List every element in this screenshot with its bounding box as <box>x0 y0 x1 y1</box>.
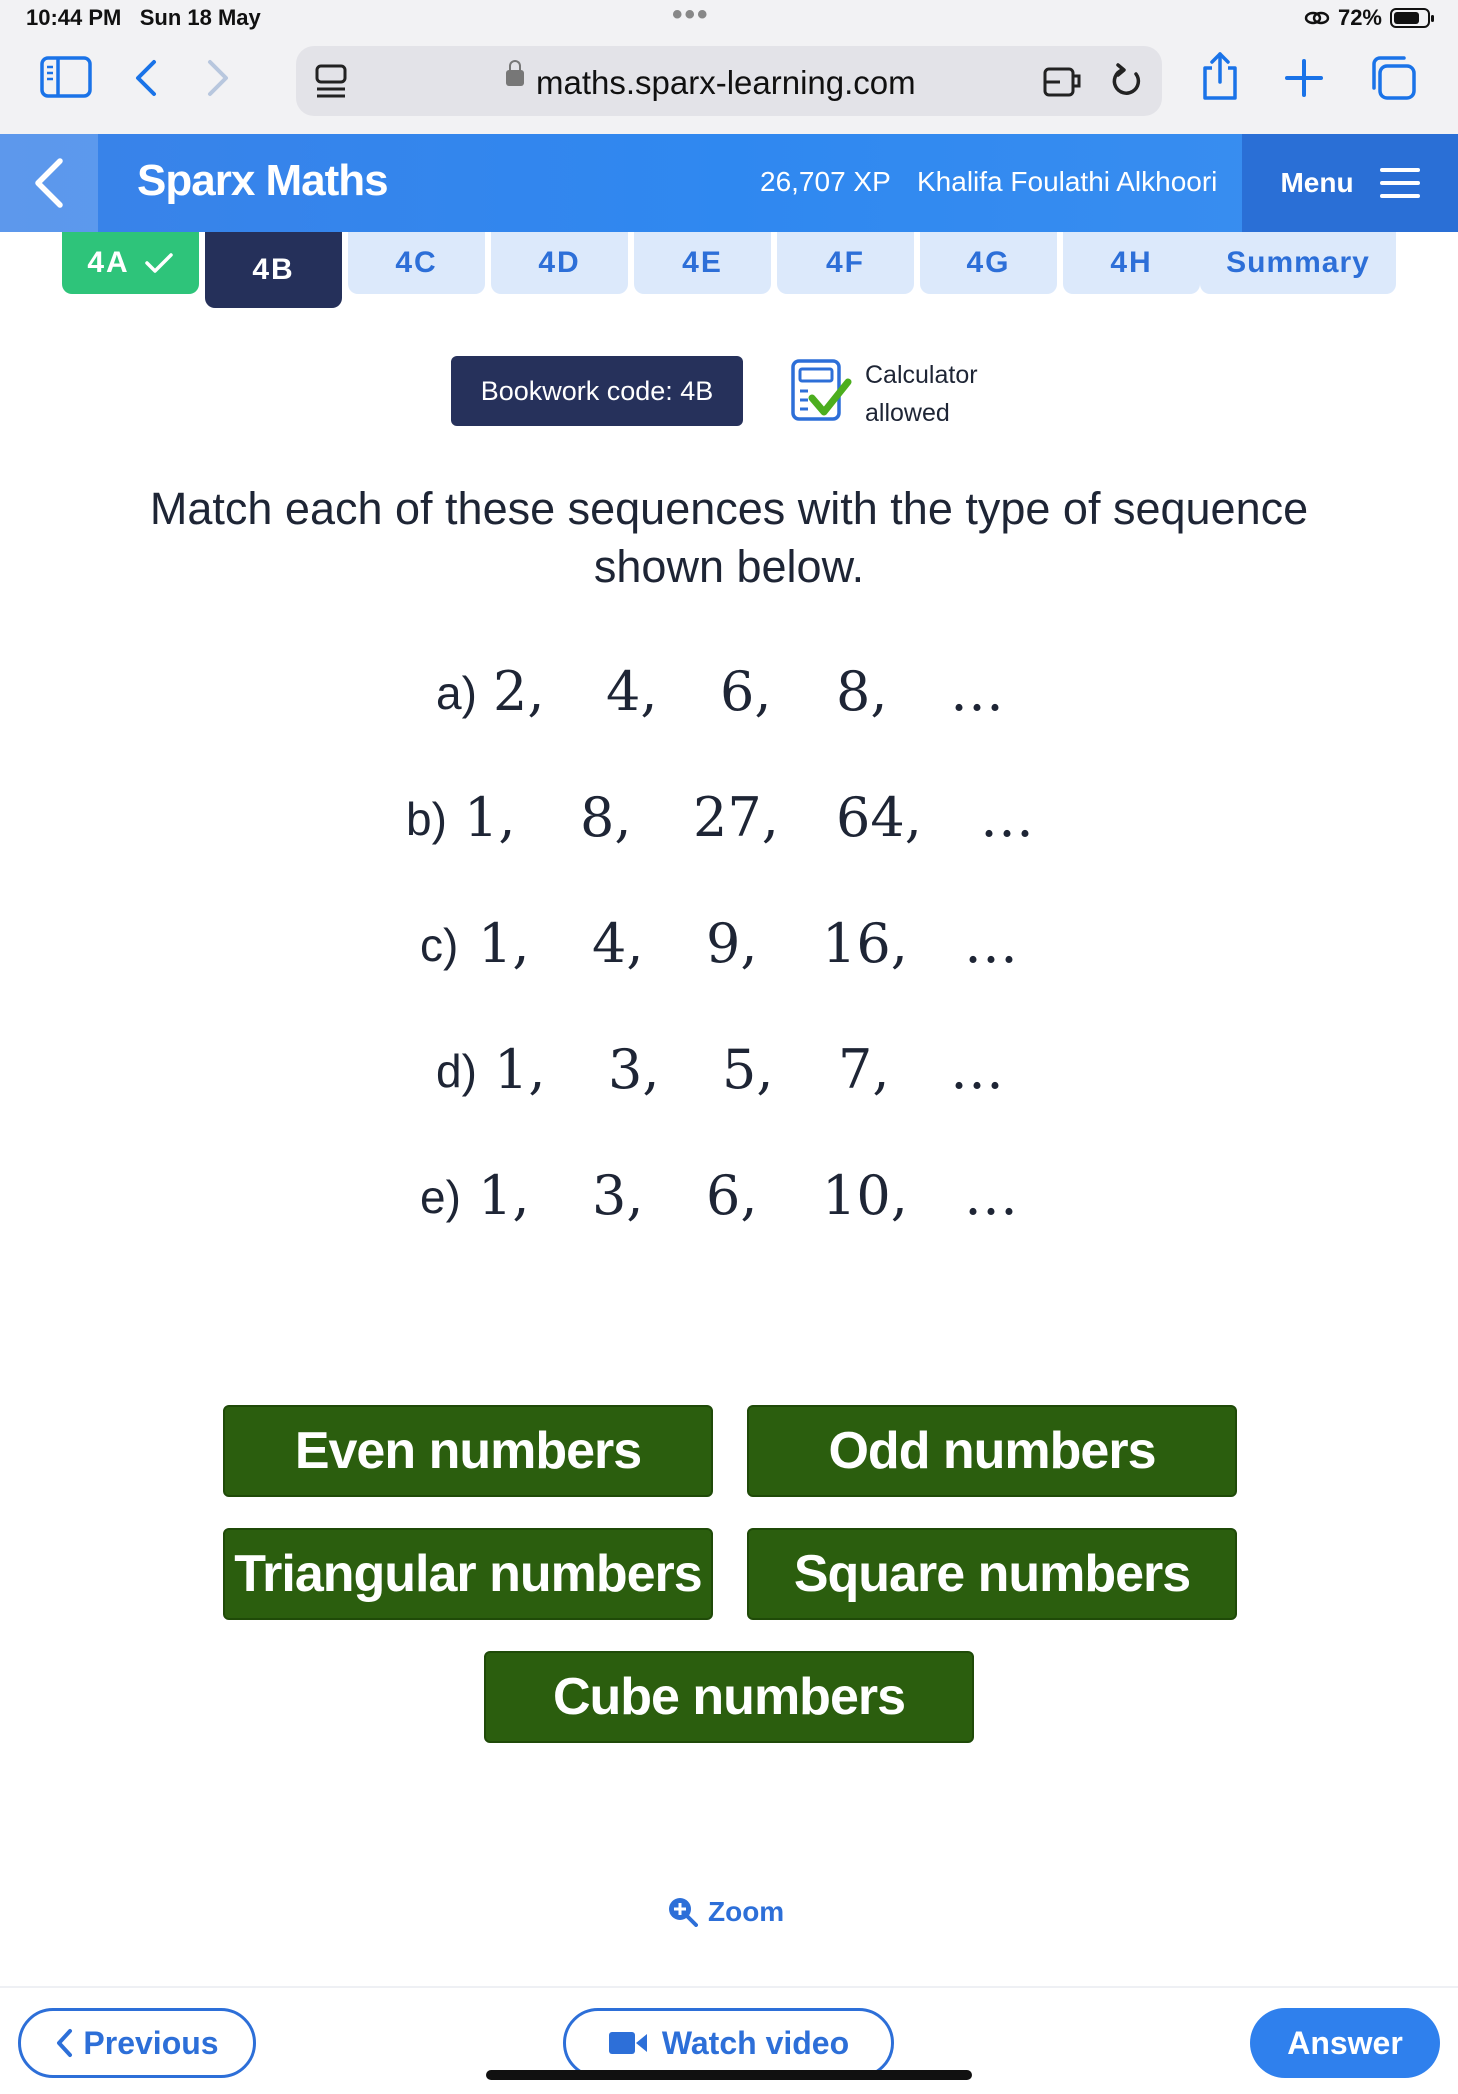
card-triangular-numbers[interactable]: Triangular numbers <box>223 1528 713 1620</box>
card-square-numbers[interactable]: Square numbers <box>747 1528 1237 1620</box>
sequence-term: 9, <box>706 912 758 975</box>
answer-button[interactable]: Answer <box>1250 2008 1440 2078</box>
sequence-term: 6, <box>706 1164 758 1227</box>
sequence-term: 16, <box>822 912 908 975</box>
card-cube-numbers[interactable]: Cube numbers <box>484 1651 974 1743</box>
sequence-label: a) <box>436 667 477 719</box>
menu-button[interactable] <box>1242 134 1458 232</box>
tab-4b[interactable]: 4B <box>205 232 342 308</box>
zoom-in-icon <box>668 1897 698 1927</box>
tab-4e[interactable]: 4E <box>634 232 771 294</box>
url-text[interactable]: maths.sparx-learning.com <box>536 64 916 101</box>
bookwork-code: Bookwork code: 4B <box>451 356 743 426</box>
tab-4c[interactable]: 4C <box>348 232 485 294</box>
sequence-ellipsis: … <box>964 912 1018 975</box>
multitasking-dots-icon[interactable]: ••• <box>672 0 710 31</box>
tab-4d[interactable]: 4D <box>491 232 628 294</box>
sequence-term: 3, <box>608 1038 660 1101</box>
hamburger-icon <box>1380 168 1420 198</box>
sequence-term: 4, <box>606 660 658 723</box>
new-tab-plus-icon[interactable] <box>1284 58 1324 98</box>
sequence-term: 10, <box>822 1164 908 1227</box>
footer-divider <box>0 1986 1458 1988</box>
extension-icon[interactable] <box>1042 64 1084 100</box>
user-name: Khalifa Foulathi Alkhoori <box>917 166 1218 197</box>
sequence-term: 2, <box>493 660 545 723</box>
sidebar-icon[interactable] <box>40 56 92 98</box>
tab-4f[interactable]: 4F <box>777 232 914 294</box>
sequence-term: 5, <box>722 1038 774 1101</box>
xp-count: 26,707 XP <box>760 166 891 197</box>
back-arrow-icon <box>32 157 66 209</box>
status-right <box>1304 5 1430 31</box>
sequence-term: 6, <box>720 660 772 723</box>
menu-label: Menu <box>1280 167 1354 198</box>
check-icon <box>144 252 174 274</box>
sequence-term: 27, <box>693 786 779 849</box>
sequence-term: 1, <box>464 786 516 849</box>
previous-button[interactable]: Previous <box>18 2008 256 2078</box>
back-chevron-icon[interactable] <box>132 58 160 98</box>
sequence-term: 7, <box>838 1038 890 1101</box>
sequence-term: 64, <box>836 786 922 849</box>
card-even-numbers[interactable]: Even numbers <box>223 1405 713 1497</box>
share-icon[interactable] <box>1200 50 1240 102</box>
sequence-ellipsis: … <box>950 660 1004 723</box>
sequence-ellipsis: … <box>950 1038 1004 1101</box>
lock-icon <box>506 70 524 86</box>
sequence-term: 8, <box>580 786 632 849</box>
tab-4g[interactable]: 4G <box>920 232 1057 294</box>
battery-icon <box>1390 8 1430 28</box>
browser-toolbar <box>0 36 1458 134</box>
app-header <box>0 134 1458 232</box>
battery-percent: 72% <box>1337 5 1382 30</box>
tabs-overview-icon[interactable] <box>1368 54 1418 102</box>
home-indicator <box>486 2070 972 2080</box>
watch-video-button[interactable]: Watch video <box>563 2008 894 2078</box>
sequence-e <box>0 1156 1458 1236</box>
tab-4h[interactable]: 4H <box>1063 232 1200 294</box>
sequence-label: d) <box>436 1045 477 1097</box>
task-tabs <box>62 232 1396 312</box>
calculator-allowed-icon <box>790 358 852 424</box>
header-back-button[interactable] <box>0 134 98 232</box>
chevron-left-icon <box>55 2028 73 2058</box>
question-prompt: Match each of these sequences with the type of sequence shown below. <box>149 483 1309 592</box>
status-bar <box>0 0 1458 36</box>
zoom-button[interactable]: Zoom <box>668 1896 784 1928</box>
reader-icon[interactable] <box>314 63 348 103</box>
sequence-label: e) <box>420 1171 461 1223</box>
sequence-term: 1, <box>494 1038 546 1101</box>
sequence-term: 4, <box>592 912 644 975</box>
sequence-term: 3, <box>592 1164 644 1227</box>
reload-icon[interactable] <box>1108 62 1144 100</box>
sequence-d <box>0 1030 1458 1110</box>
status-time: 10:44 PM Sun 18 May <box>26 5 261 30</box>
sequence-label: c) <box>420 919 459 971</box>
sequence-label: b) <box>406 793 447 845</box>
card-odd-numbers[interactable]: Odd numbers <box>747 1405 1237 1497</box>
sequence-ellipsis: … <box>980 786 1034 849</box>
sequence-term: 8, <box>836 660 888 723</box>
video-camera-icon <box>608 2030 648 2056</box>
sequence-ellipsis: … <box>964 1164 1018 1227</box>
forward-chevron-icon[interactable] <box>204 58 232 98</box>
sequence-term: 1, <box>478 1164 530 1227</box>
sequence-a <box>0 652 1458 732</box>
brand-logo: Sparx Maths <box>137 156 388 205</box>
address-bar[interactable] <box>296 46 1162 116</box>
link-icon <box>1304 9 1330 27</box>
calculator-status: Calculator allowed <box>865 361 978 427</box>
sequence-term: 1, <box>478 912 530 975</box>
sequence-b <box>0 778 1458 858</box>
tab-summary[interactable]: Summary <box>1200 232 1396 294</box>
tab-4a[interactable]: 4A <box>62 232 199 294</box>
sequence-c <box>0 904 1458 984</box>
